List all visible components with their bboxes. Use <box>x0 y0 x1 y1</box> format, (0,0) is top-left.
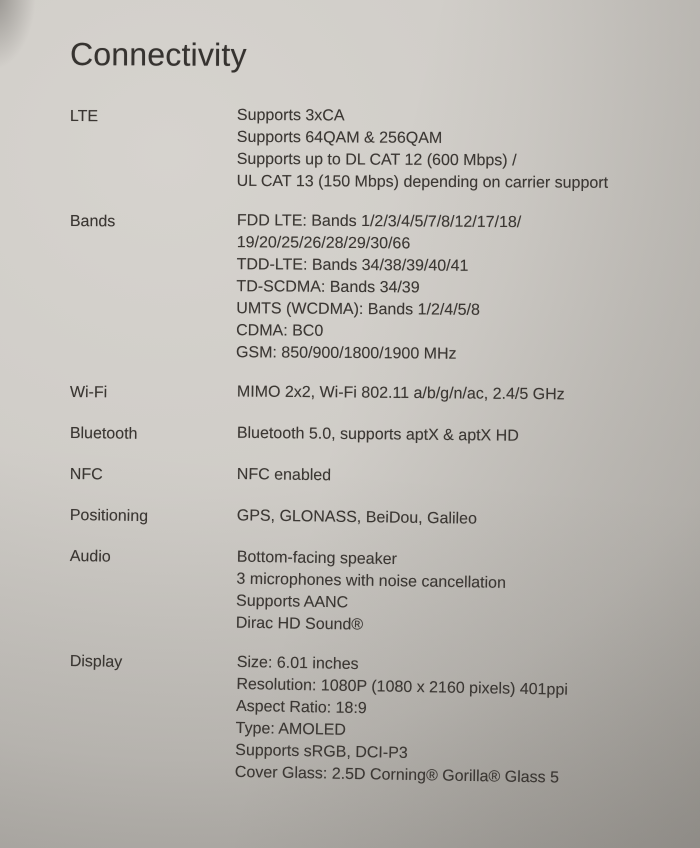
spec-label: Audio <box>69 547 111 566</box>
spec-label: Positioning <box>69 506 149 526</box>
spec-row-bands <box>69 209 700 367</box>
spec-value-line: Supports 64QAM & 256QAM <box>236 128 443 147</box>
spec-value <box>236 547 700 642</box>
spec-value <box>237 464 700 492</box>
spec-label: Wi-Fi <box>69 383 108 402</box>
spec-value-line: FDD LTE: Bands 1/2/3/4/5/7/8/12/17/18/ <box>236 212 522 232</box>
spec-value-line: TDD-LTE: Bands 34/38/39/40/41 <box>236 256 469 275</box>
spec-label: NFC <box>69 465 103 484</box>
spec-row-audio <box>69 544 700 642</box>
spec-value-line: GPS, GLONASS, BeiDou, Galileo <box>236 507 478 528</box>
spec-value <box>237 505 700 533</box>
spec-value-line: Type: AMOLED <box>235 719 347 739</box>
spec-label: Display <box>69 652 123 671</box>
spec-value-line: Supports sRGB, DCI-P3 <box>235 741 408 762</box>
spec-value-line: Resolution: 1080P (1080 x 2160 pixels) 401ppi <box>236 675 569 699</box>
spec-row-wi-fi <box>70 380 700 409</box>
page-title: Connectivity <box>69 36 247 73</box>
spec-value-line: Supports AANC <box>235 592 349 612</box>
spec-value-line: Supports up to DL CAT 12 (600 Mbps) / <box>236 150 517 170</box>
spec-value-line: Cover Glass: 2.5D Corning® Gorilla® Glass 5 <box>234 763 560 787</box>
spec-label: Bands <box>69 212 116 231</box>
spec-value-line: UL CAT 13 (150 Mbps) depending on carrier support <box>236 172 609 192</box>
spec-value-line: TD-SCDMA: Bands 34/39 <box>236 278 420 297</box>
spec-value-line: 3 microphones with noise cancellation <box>236 570 507 592</box>
spec-row-positioning <box>70 503 700 536</box>
spec-value-line: NFC enabled <box>236 466 332 485</box>
spec-value-line: GSM: 850/900/1800/1900 MHz <box>235 344 457 363</box>
spec-value-line: Aspect Ratio: 18:9 <box>235 697 367 718</box>
spec-value-line: CDMA: BC0 <box>236 322 324 340</box>
spec-value <box>235 652 700 792</box>
spec-value-line: Bottom-facing speaker <box>236 548 398 569</box>
spec-value-line: Bluetooth 5.0, supports aptX & aptX HD <box>236 424 519 445</box>
spec-label: Bluetooth <box>69 424 138 443</box>
spec-value-line: Supports 3xCA <box>236 106 345 125</box>
spec-row-lte <box>70 104 700 195</box>
spec-value <box>237 381 700 407</box>
spec-label: LTE <box>69 107 99 126</box>
spec-row-bluetooth <box>70 421 700 452</box>
spec-value-line: Size: 6.01 inches <box>236 653 359 674</box>
spec-value <box>237 105 700 195</box>
spec-table <box>69 104 700 787</box>
spec-value <box>236 210 700 367</box>
spec-value-line: Dirac HD Sound® <box>235 614 364 634</box>
spec-value <box>237 423 700 450</box>
spec-row-nfc <box>70 462 700 494</box>
spec-value-line: 19/20/25/26/28/29/30/66 <box>236 234 411 253</box>
spec-value-line: MIMO 2x2, Wi-Fi 802.11 a/b/g/n/ac, 2.4/5 GHz <box>236 383 565 404</box>
spec-row-display <box>68 649 700 792</box>
spec-value-line: UMTS (WCDMA): Bands 1/2/4/5/8 <box>236 300 480 319</box>
